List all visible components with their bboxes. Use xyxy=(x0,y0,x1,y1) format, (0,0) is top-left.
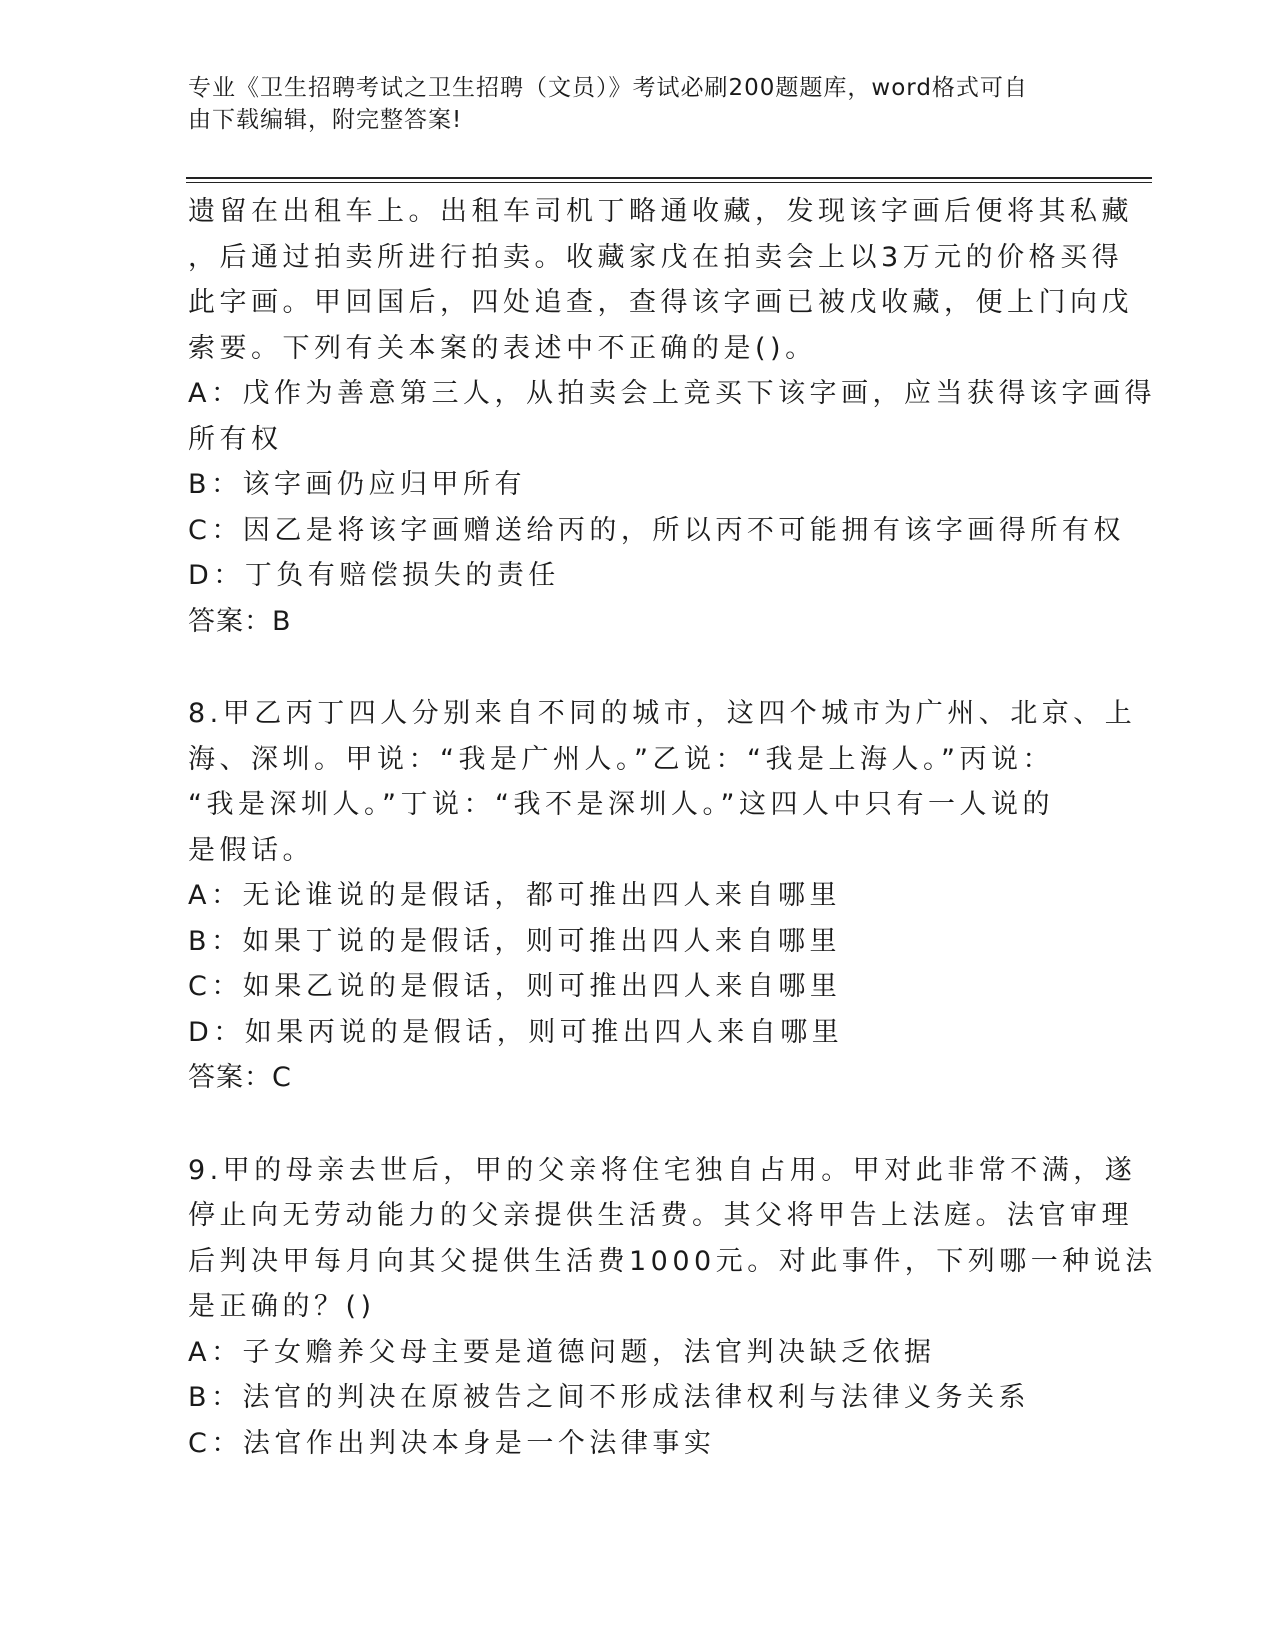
answer-label: 答案：B xyxy=(188,605,292,637)
question-text-line: 海、深圳。甲说：“我是广州人。”乙说：“我是上海人。”丙说： xyxy=(188,743,1054,775)
question-text-line: 是假话。 xyxy=(188,834,314,866)
option-a-continued: 所有权 xyxy=(188,423,283,455)
question-text-line: “我是深圳人。”丁说：“我不是深圳人。”这四人中只有一人说的 xyxy=(188,789,1054,820)
question-spacer xyxy=(188,644,1088,691)
question-text-line: 遗留在出租车上。出租车司机丁略通收藏，发现该字画后便将其私藏 xyxy=(188,196,1133,227)
question-8 xyxy=(188,691,1137,1101)
question-text-line: 8.甲乙丙丁四人分别来自不同的城市，这四个城市为广州、北京、上 xyxy=(188,698,1137,729)
question-9 xyxy=(188,1148,1157,1467)
document-header xyxy=(188,72,1068,136)
header-line-2: 由下载编辑，附完整答案! xyxy=(188,107,463,133)
option-a: A：无论谁说的是假话，都可推出四人来自哪里 xyxy=(188,880,841,911)
option-a: A：戊作为善意第三人，从拍卖会上竞买下该字画，应当获得该字画得 xyxy=(188,378,1156,409)
option-d: D：丁负有赔偿损失的责任 xyxy=(188,560,560,591)
answer-label: 答案：C xyxy=(188,1062,292,1093)
question-text-line: 此字画。甲回国后，四处追查，查得该字画已被戊收藏，便上门向戊 xyxy=(188,287,1133,318)
option-c: C：如果乙说的是假话，则可推出四人来自哪里 xyxy=(188,971,842,1002)
option-c: C：因乙是将该字画赠送给丙的，所以丙不可能拥有该字画得所有权 xyxy=(188,514,1125,546)
question-7 xyxy=(188,189,1156,644)
option-a: A：子女赡养父母主要是道德问题，法官判决缺乏依据 xyxy=(188,1336,936,1368)
question-text-line: 停止向无劳动能力的父亲提供生活费。其父将甲告上法庭。法官审理 xyxy=(188,1200,1133,1231)
option-c: C：法官作出判决本身是一个法律事实 xyxy=(188,1427,716,1459)
question-text-line: ，后通过拍卖所进行拍卖。收藏家戊在拍卖会上以3万元的价格买得 xyxy=(188,241,1124,273)
question-text-line: 索要。下列有关本案的表述中不正确的是()。 xyxy=(188,332,817,364)
question-text-line: 9.甲的母亲去世后，甲的父亲将住宅独自占用。甲对此非常不满，遂 xyxy=(188,1154,1137,1186)
header-divider-thick xyxy=(186,177,1152,179)
document-body xyxy=(188,189,1157,1466)
question-text-line: 是正确的？() xyxy=(188,1291,376,1322)
option-d: D：如果丙说的是假话，则可推出四人来自哪里 xyxy=(188,1016,844,1048)
header-line-1: 专业《卫生招聘考试之卫生招聘（文员）》考试必刷200题题库，word格式可自 xyxy=(188,75,1028,101)
option-b: B：法官的判决在原被告之间不形成法律权利与法律义务关系 xyxy=(188,1382,1031,1413)
option-b: B：如果丁说的是假话，则可推出四人来自哪里 xyxy=(188,925,842,957)
option-b: B：该字画仍应归甲所有 xyxy=(188,469,527,500)
header-divider-thin xyxy=(186,182,1152,183)
question-text-line: 后判决甲每月向其父提供生活费1000元。对此事件，下列哪一种说法 xyxy=(188,1245,1157,1277)
question-spacer xyxy=(188,1101,1088,1148)
